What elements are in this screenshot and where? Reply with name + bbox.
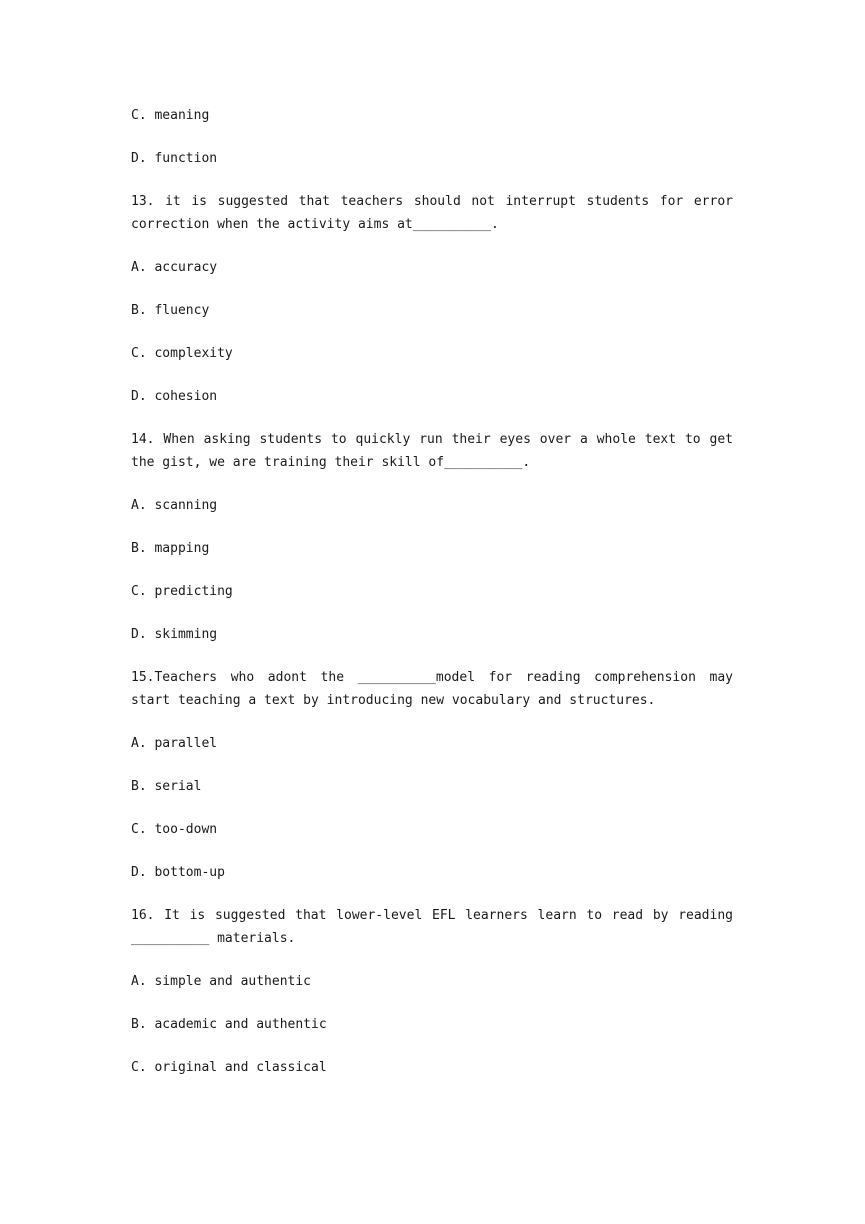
option-16a: A. simple and authentic bbox=[131, 974, 312, 989]
question-16: 16. It is suggested that lower-level EFL learners learn to read by reading __________ materials. bbox=[131, 908, 733, 946]
option-15b: B. serial bbox=[131, 779, 202, 794]
option-15a: A. parallel bbox=[131, 736, 218, 751]
option-15d: D. bottom-up bbox=[131, 865, 225, 880]
option-13d: D. cohesion bbox=[131, 389, 218, 404]
option-12d: D. function bbox=[131, 151, 218, 166]
question-15: 15.Teachers who adont the __________model for reading comprehension may start teaching a text by introducing new vocabulary and structures. bbox=[131, 670, 733, 708]
option-16b: B. academic and authentic bbox=[131, 1017, 327, 1032]
option-14b: B. mapping bbox=[131, 541, 210, 556]
option-14d: D. skimming bbox=[131, 627, 218, 642]
option-15c: C. too-down bbox=[131, 822, 218, 837]
question-13: 13. it is suggested that teachers should not interrupt students for error correction when the activity aims at__________. bbox=[131, 194, 733, 232]
option-14a: A. scanning bbox=[131, 498, 218, 513]
option-14c: C. predicting bbox=[131, 584, 233, 599]
option-16c: C. original and classical bbox=[131, 1060, 327, 1075]
question-14: 14. When asking students to quickly run their eyes over a whole text to get the gist, we are training their skill of__________. bbox=[131, 432, 733, 470]
page-content bbox=[131, 104, 733, 1099]
option-12c: C. meaning bbox=[131, 108, 210, 123]
option-13c: C. complexity bbox=[131, 346, 233, 361]
option-13a: A. accuracy bbox=[131, 260, 218, 275]
option-13b: B. fluency bbox=[131, 303, 210, 318]
